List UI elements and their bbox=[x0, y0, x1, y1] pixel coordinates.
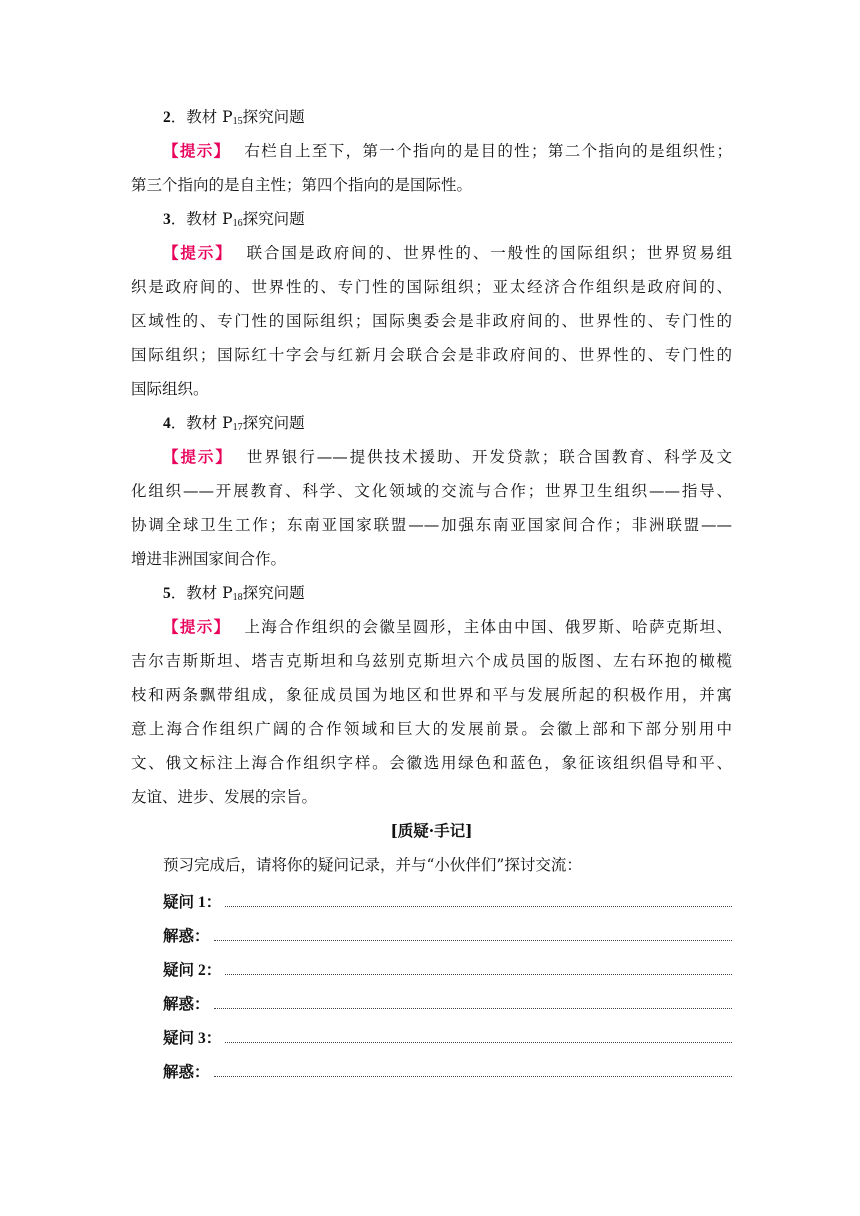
question-title: ．教材 P bbox=[170, 108, 233, 126]
answer-text: 世界银行——提供技术援助、开发贷款；联合国教育、科学及文 bbox=[246, 448, 732, 466]
answer-text: 第三个指向的是自主性；第四个指向的是国际性。 bbox=[131, 176, 473, 194]
notes-intro: 预习完成后，请将你的疑问记录，并与“小伙伴们”探讨交流： bbox=[163, 856, 582, 874]
question-number: 4 bbox=[163, 415, 171, 432]
page-subscript: 18 bbox=[232, 592, 243, 603]
answer-input-line[interactable] bbox=[214, 1052, 732, 1077]
answer-text: 国际组织；国际红十字会与红新月会联合会是非政府间的、世界性的、专门性的 bbox=[131, 346, 732, 364]
answer-line bbox=[131, 610, 732, 644]
answer-text: 化组织——开展教育、科学、文化领域的交流与合作；世界卫生组织——指导、 bbox=[131, 482, 732, 500]
answer-line bbox=[131, 304, 732, 338]
answer-text: 增进非洲国家间合作。 bbox=[131, 550, 287, 568]
question-input-line[interactable] bbox=[225, 1018, 732, 1043]
question-title-suffix: 探究问题 bbox=[242, 584, 305, 602]
answer-field-2 bbox=[131, 984, 732, 1018]
field-number: 1 bbox=[198, 894, 206, 911]
field-number: 3 bbox=[198, 1030, 206, 1047]
answer-line bbox=[131, 440, 732, 474]
field-colon: ： bbox=[205, 960, 222, 979]
question-title: ．教材 P bbox=[170, 414, 233, 432]
answer-line bbox=[131, 780, 732, 814]
field-label: 解惑： bbox=[163, 1062, 210, 1081]
field-label: 解惑： bbox=[163, 926, 210, 945]
answer-line bbox=[131, 270, 732, 304]
question-title-suffix: 探究问题 bbox=[242, 210, 305, 228]
answer-text: 右栏自上至下，第一个指向的是目的性；第二个指向的是组织性； bbox=[244, 142, 732, 160]
page-subscript: 15 bbox=[232, 116, 243, 127]
answer-text: 友谊、进步、发展的宗旨。 bbox=[131, 788, 318, 806]
answer-text: 协调全球卫生工作；东南亚国家联盟——加强东南亚国家间合作；非洲联盟—— bbox=[131, 516, 732, 534]
answer-line bbox=[131, 712, 732, 746]
answer-text: 枝和两条飘带组成，象征成员国为地区和世界和平与发展所起的积极作用，并寓 bbox=[131, 686, 732, 704]
question-title: ．教材 P bbox=[170, 584, 233, 602]
answer-line bbox=[131, 678, 732, 712]
answer-text: 文、俄文标注上海合作组织字样。会徽选用绿色和蓝色，象征该组织倡导和平、 bbox=[131, 754, 732, 772]
answer-line bbox=[131, 134, 732, 168]
question-field-2 bbox=[131, 950, 732, 984]
question-number: 3 bbox=[163, 211, 171, 228]
answer-line bbox=[131, 236, 732, 270]
question-heading bbox=[131, 576, 732, 610]
question-number: 2 bbox=[163, 109, 171, 126]
answer-line bbox=[131, 746, 732, 780]
answer-text: 织是政府间的、世界性的、专门性的国际组织；亚太经济合作组织是政府间的、 bbox=[131, 278, 732, 296]
answer-input-line[interactable] bbox=[214, 916, 732, 941]
tip-label: 【提示】 bbox=[163, 141, 231, 160]
tip-label: 【提示】 bbox=[163, 447, 233, 466]
answer-line bbox=[131, 644, 732, 678]
tip-label: 【提示】 bbox=[163, 243, 233, 262]
answer-line bbox=[131, 372, 732, 406]
question-number: 5 bbox=[163, 585, 171, 602]
answer-text: 意上海合作组织广阔的合作领域和巨大的发展前景。会徽上部和下部分别用中 bbox=[131, 720, 732, 738]
answer-text: 国际组织。 bbox=[131, 380, 209, 398]
field-label: 疑问 bbox=[163, 892, 195, 911]
question-input-line[interactable] bbox=[225, 882, 732, 907]
answer-line bbox=[131, 338, 732, 372]
field-colon: ： bbox=[205, 1028, 222, 1047]
question-heading bbox=[131, 406, 732, 440]
answer-text: 联合国是政府间的、世界性的、一般性的国际组织；世界贸易组 bbox=[246, 244, 732, 262]
notes-heading: [质疑·手记] bbox=[390, 821, 473, 840]
answer-text: 吉尔吉斯斯坦、塔吉克斯坦和乌兹别克斯坦六个成员国的版图、左右环抱的橄榄 bbox=[131, 652, 732, 670]
field-label: 解惑： bbox=[163, 994, 210, 1013]
answer-text: 区域性的、专门性的国际组织；国际奥委会是非政府间的、世界性的、专门性的 bbox=[131, 312, 732, 330]
field-label: 疑问 bbox=[163, 960, 195, 979]
field-number: 2 bbox=[198, 962, 206, 979]
page-subscript: 17 bbox=[232, 422, 243, 433]
question-title-suffix: 探究问题 bbox=[242, 108, 305, 126]
answer-input-line[interactable] bbox=[214, 984, 732, 1009]
answer-line bbox=[131, 542, 732, 576]
answer-text: 上海合作组织的会徽呈圆形，主体由中国、俄罗斯、哈萨克斯坦、 bbox=[244, 618, 732, 636]
question-title: ．教材 P bbox=[170, 210, 233, 228]
answer-line bbox=[131, 168, 732, 202]
answer-line bbox=[131, 474, 732, 508]
document-content bbox=[131, 100, 732, 1086]
page-subscript: 16 bbox=[232, 218, 243, 229]
question-heading bbox=[131, 202, 732, 236]
question-heading bbox=[131, 100, 732, 134]
question-input-line[interactable] bbox=[225, 950, 732, 975]
question-title-suffix: 探究问题 bbox=[242, 414, 305, 432]
answer-line bbox=[131, 508, 732, 542]
field-colon: ： bbox=[205, 892, 222, 911]
question-field-3 bbox=[131, 1018, 732, 1052]
answer-field-1 bbox=[131, 916, 732, 950]
question-field-1 bbox=[131, 882, 732, 916]
answer-field-3 bbox=[131, 1052, 732, 1086]
tip-label: 【提示】 bbox=[163, 617, 231, 636]
field-label: 疑问 bbox=[163, 1028, 195, 1047]
